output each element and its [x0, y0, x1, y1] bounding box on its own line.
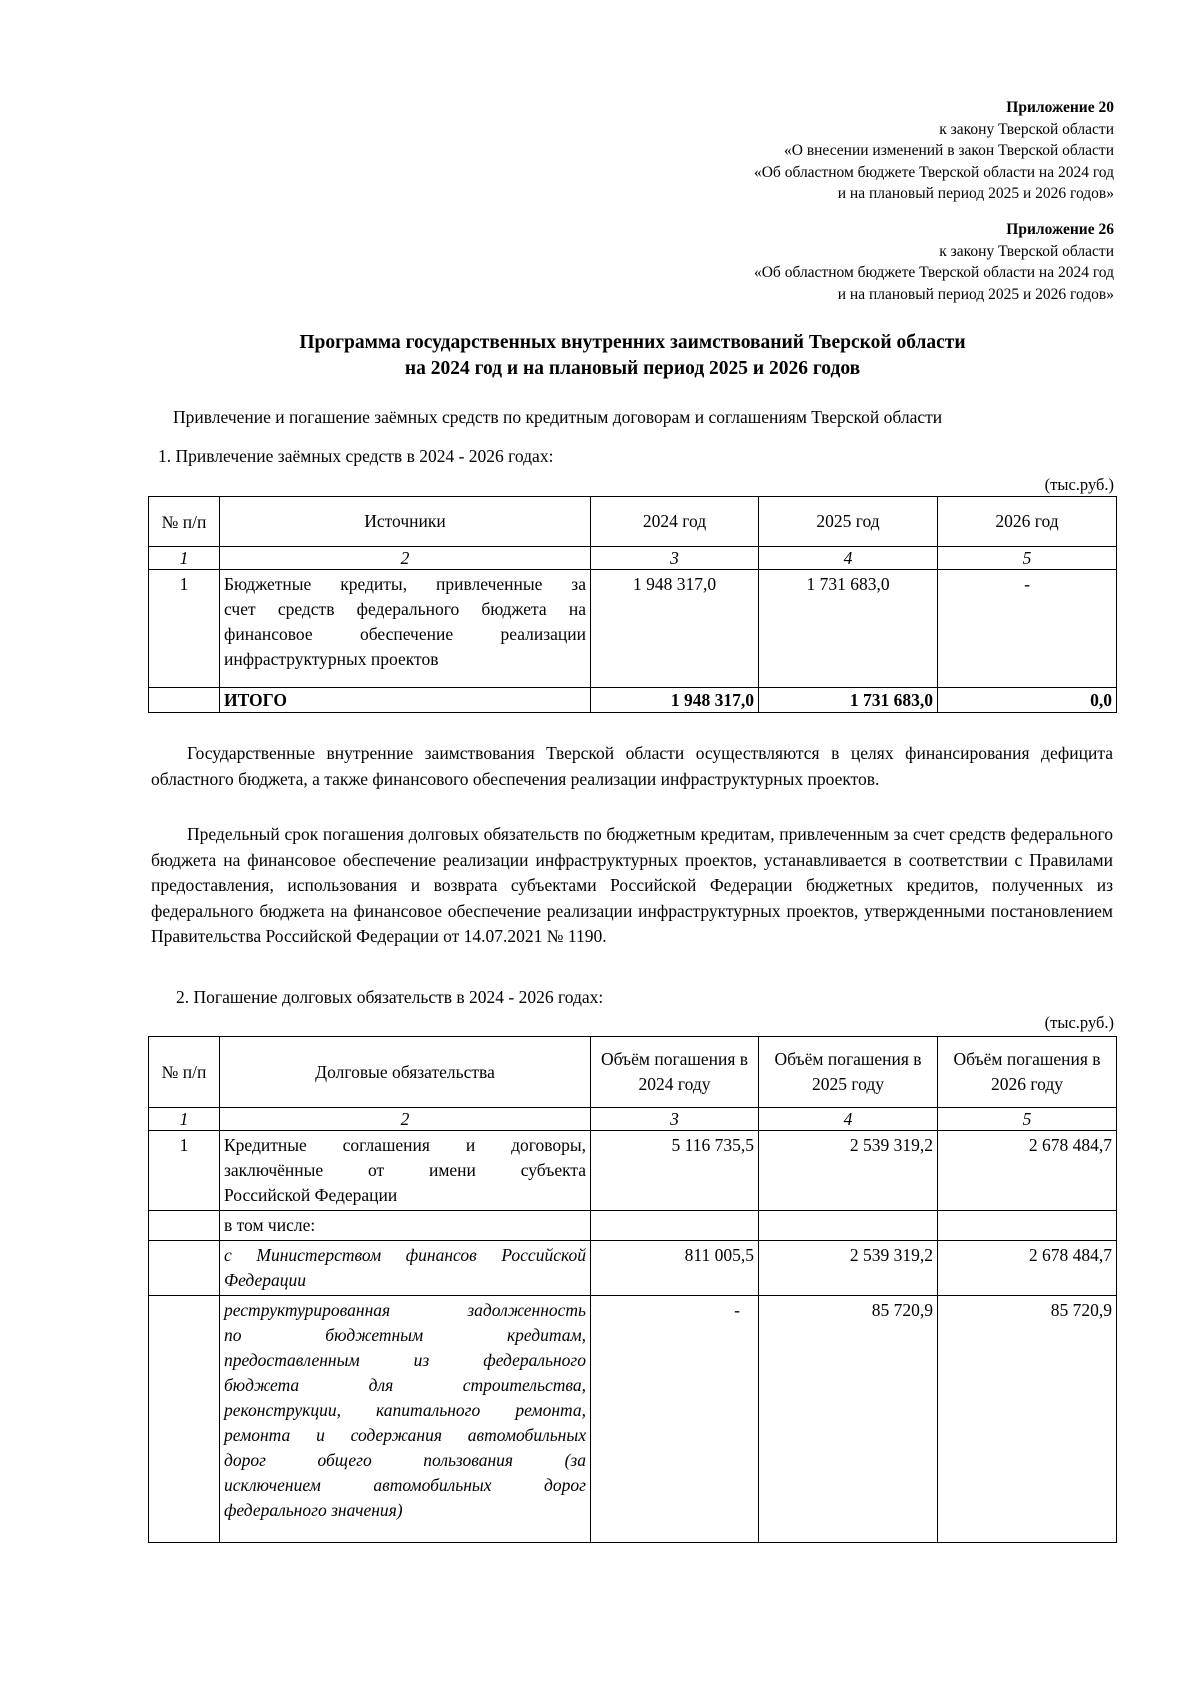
empty-cell [938, 1211, 1117, 1241]
column-number-row [149, 547, 1117, 570]
section1-unit: (тыс.руб.) [1044, 475, 1114, 494]
empty-cell [759, 1211, 938, 1241]
column-number: 5 [938, 1108, 1117, 1131]
obligation-description: реструктурированная задолженность по бюджетным кредитам, предоставленным из федерального бюджета для строительства, реконструкции, капитального ремонта, ремонта и содержания автомобильных дорог общего пользования (за исключением автомобильных дорог федерального значения) [220, 1296, 591, 1543]
header-cell: Долговые обязательства [220, 1037, 591, 1108]
paragraph-deficit: Государственные внутренние заимствования Тверской области осуществляются в целях финансирования дефицита областного бюджета, а также финансового обеспечения реализации инфраструктурных проектов. [151, 743, 1113, 789]
document-title-line: на 2024 год и на плановый период 2025 и 2026 годов [404, 357, 861, 379]
header-cell: № п/п [149, 497, 220, 547]
appendix-20-line: «О внесении изменений в закон Тверской области [784, 142, 1114, 159]
appendix-20-line: к закону Тверской области [939, 120, 1114, 138]
appendix-26-line: «Об областном бюджете Тверской области на 2024 год [753, 264, 1114, 281]
empty-cell [149, 1296, 220, 1543]
column-number: 1 [149, 547, 220, 570]
empty-cell [149, 1241, 220, 1296]
value-2025: 2 539 319,2 [759, 1131, 938, 1211]
including-label: в том числе: [220, 1211, 591, 1241]
value-2024: 811 005,5 [591, 1241, 759, 1296]
borrowing-table [148, 496, 1117, 713]
value-2025: 2 539 319,2 [759, 1241, 938, 1296]
appendix-26-line: к закону Тверской области [939, 242, 1114, 260]
column-number: 2 [220, 1108, 591, 1131]
row-number: 1 [149, 570, 220, 688]
section2-unit: (тыс.руб.) [1044, 1013, 1114, 1032]
value-2026: - [938, 570, 1117, 688]
table-row [149, 1211, 1117, 1241]
value-2026: 2 678 484,7 [938, 1131, 1117, 1211]
column-number: 4 [759, 547, 938, 570]
document-title-line: Программа государственных внутренних заимствований Тверской области [299, 332, 966, 353]
value-2024: 1 948 317,0 [591, 570, 759, 688]
section2-heading: 2. Погашение долговых обязательств в 2024 - 2026 годах: [176, 987, 604, 1007]
section1-heading: 1. Привлечение заёмных средств в 2024 - 2026 годах: [158, 446, 554, 466]
value-2025: 1 731 683,0 [759, 570, 938, 688]
header-cell: Объём погашения в 2026 году [938, 1037, 1117, 1108]
table-row [149, 1296, 1117, 1543]
column-number: 3 [591, 547, 759, 570]
value-2026: 2 678 484,7 [938, 1241, 1117, 1296]
appendix-20-block [754, 97, 1114, 205]
header-cell: Источники [220, 497, 591, 547]
column-number: 2 [220, 547, 591, 570]
column-number: 5 [938, 547, 1117, 570]
appendix-26-block [754, 219, 1114, 305]
appendix-20-title: Приложение 20 [1006, 99, 1114, 116]
total-2026: 0,0 [938, 688, 1117, 713]
obligation-description: с Министерством финансов Российской Федерации [220, 1241, 591, 1296]
header-cell: 2025 год [759, 497, 938, 547]
source-description: Бюджетные кредиты, привлеченные за счет средств федерального бюджета на финансовое обеспечение реализации инфраструктурных проектов [220, 570, 591, 688]
document-title [0, 330, 1200, 381]
value-2024: - [591, 1296, 759, 1543]
appendix-26-line: и на плановый период 2025 и 2026 годов» [837, 285, 1114, 303]
total-2025: 1 731 683,0 [759, 688, 938, 713]
column-number: 4 [759, 1108, 938, 1131]
empty-cell [591, 1211, 759, 1241]
total-label: ИТОГО [220, 688, 591, 713]
appendix-26-title: Приложение 26 [1006, 221, 1114, 238]
appendix-20-line: и на плановый период 2025 и 2026 годов» [837, 185, 1114, 202]
header-cell: Объём погашения в 2024 году [591, 1037, 759, 1108]
header-cell: 2024 год [591, 497, 759, 547]
header-cell: Объём погашения в 2025 году [759, 1037, 938, 1108]
table-row [149, 570, 1117, 688]
value-2024: 5 116 735,5 [591, 1131, 759, 1211]
table-row [149, 1131, 1117, 1211]
table-row [149, 1241, 1117, 1296]
column-number: 1 [149, 1108, 220, 1131]
appendix-20-line: «Об областном бюджете Тверской области на 2024 год [753, 163, 1114, 181]
table-header-row [149, 1037, 1117, 1108]
header-cell: № п/п [149, 1037, 220, 1108]
empty-cell [149, 688, 220, 713]
column-number: 3 [591, 1108, 759, 1131]
value-2025: 85 720,9 [759, 1296, 938, 1543]
table-header-row [149, 497, 1117, 547]
value-2026: 85 720,9 [938, 1296, 1117, 1543]
obligation-description: Кредитные соглашения и договоры, заключённые от имени субъекта Российской Федерации [220, 1131, 591, 1211]
subtitle: Привлечение и погашение заёмных средств по кредитным договорам и соглашениям Тверской области [173, 407, 943, 427]
total-2024: 1 948 317,0 [591, 688, 759, 713]
total-row [149, 688, 1117, 713]
repayment-table [148, 1036, 1117, 1543]
paragraph-repayment-term: Предельный срок погашения долговых обязательств по бюджетным кредитам, привлеченным за счет средств федерального бюджета на финансовое обеспечение реализации инфраструктурных проектов, устанавливается в соответствии с Правилами предоставления, использования и возврата субъектами Российской Федерации бюджетных кредитов, полученных из федерального бюджета на финансовое обеспечение реализации инфраструктурных проектов, утвержденными постановлением Правительства Российской Федерации от 14.07.2021 № 1190. [151, 824, 1113, 946]
column-number-row [149, 1108, 1117, 1131]
header-cell: 2026 год [938, 497, 1117, 547]
empty-cell [149, 1211, 220, 1241]
row-number: 1 [149, 1131, 220, 1211]
